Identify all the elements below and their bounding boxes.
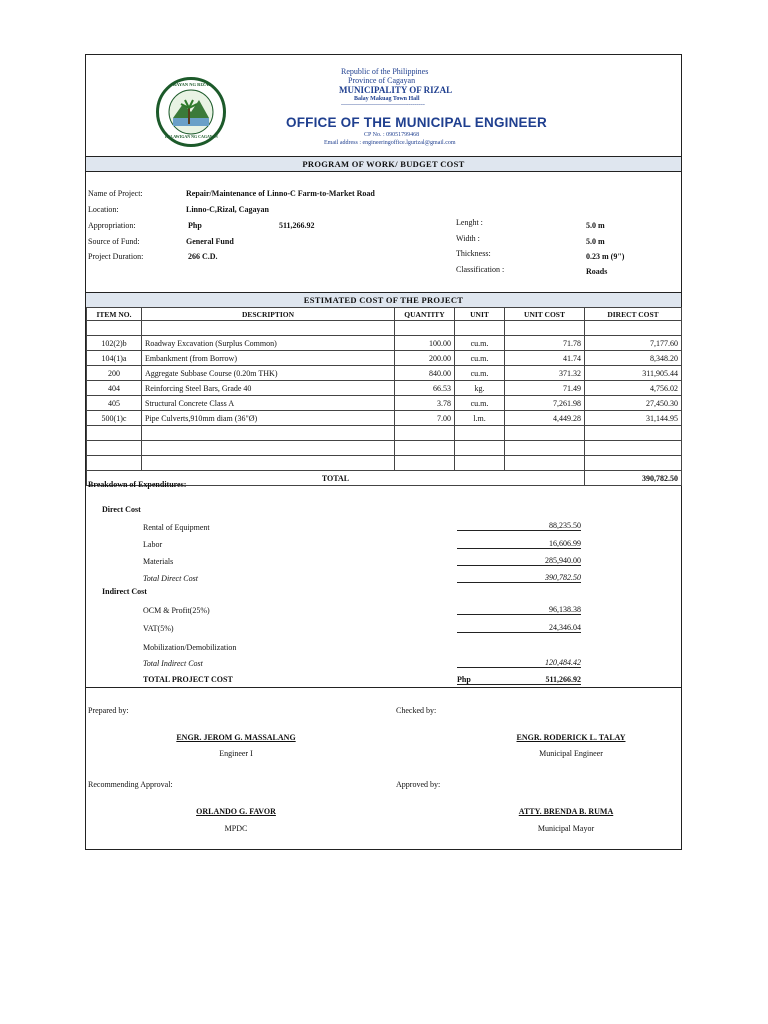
cell-direct-cost: 311,905.44 (585, 366, 682, 381)
cell-unit-cost: 71.78 (505, 336, 585, 351)
labor-value: 16,606.99 (457, 539, 581, 549)
table-header-row (87, 308, 682, 321)
thickness-value: 0.23 m (9") (586, 252, 625, 261)
cell-direct-cost: 7,177.60 (585, 336, 682, 351)
town-hall-label: Balay Makuag Town Hall (354, 96, 420, 102)
cell-item-no: 404 (87, 381, 142, 396)
cell-quantity: 66.53 (395, 381, 455, 396)
width-value: 5.0 m (586, 237, 605, 246)
rental-equipment-value: 88,235.50 (457, 521, 581, 531)
cell-description: Roadway Excavation (Surplus Common) (142, 336, 395, 351)
duration-label: Project Duration: (88, 252, 144, 261)
rental-equipment-label: Rental of Equipment (143, 523, 210, 532)
ocm-profit-value: 96,138.38 (457, 605, 581, 615)
total-project-currency: Php (457, 675, 487, 685)
cell-quantity: 7.00 (395, 411, 455, 426)
total-indirect-label: Total Indirect Cost (143, 659, 203, 668)
direct-cost-title: Direct Cost (102, 505, 141, 514)
header-divider-dashes: ------------------------------------------ (341, 102, 425, 108)
program-of-work-sheet (85, 54, 682, 850)
province-label: Province of Cagayan (348, 76, 416, 85)
header-unit-cost: UNIT COST (505, 308, 585, 321)
project-name-value: Repair/Maintenance of Linno-C Farm-to-Market Road (186, 189, 375, 198)
table-empty-row (87, 441, 682, 456)
total-project-cost-label: TOTAL PROJECT COST (143, 675, 233, 684)
total-indirect-value: 120,484.42 (457, 658, 581, 668)
fund-value: General Fund (186, 237, 234, 246)
appropriation-value: 511,266.92 (279, 221, 315, 230)
approved-by-title: Municipal Mayor (537, 824, 595, 833)
location-label: Location: (88, 205, 119, 214)
prepared-by-label: Prepared by: (88, 706, 129, 715)
email-address: Email address : engineeringoffice.lgurizal@gmail.com (324, 140, 456, 146)
length-value: 5.0 m (586, 221, 605, 230)
table-spacer-row (87, 321, 682, 336)
cell-item-no: 200 (87, 366, 142, 381)
vat-value: 24,346.04 (457, 623, 581, 633)
checked-by-name: ENGR. RODERICK L. TALAY (516, 733, 626, 742)
cell-unit-cost: 7,261.98 (505, 396, 585, 411)
duration-value: 266 C.D. (188, 252, 218, 261)
header-unit: UNIT (455, 308, 505, 321)
table-row (87, 336, 682, 351)
length-label: Lenght : (456, 218, 483, 227)
table-empty-row (87, 456, 682, 471)
office-title: OFFICE OF THE MUNICIPAL ENGINEER (286, 115, 547, 130)
cell-unit: cu.m. (455, 396, 505, 411)
municipality-label: MUNICIPALITY OF RIZAL (339, 85, 453, 95)
recommending-name: ORLANDO G. FAVOR (196, 807, 276, 816)
cell-description: Aggregate Subbase Course (0.20m THK) (142, 366, 395, 381)
program-title-band: PROGRAM OF WORK/ BUDGET COST (86, 156, 681, 172)
fund-label: Source of Fund: (88, 237, 140, 246)
cell-direct-cost: 8,348.20 (585, 351, 682, 366)
cell-direct-cost: 4,756.02 (585, 381, 682, 396)
prepared-by-title: Engineer I (219, 749, 253, 758)
ocm-profit-label: OCM & Profit(25%) (143, 606, 210, 615)
labor-label: Labor (143, 540, 163, 549)
cell-quantity: 3.78 (395, 396, 455, 411)
cell-quantity: 100.00 (395, 336, 455, 351)
cell-unit: cu.m. (455, 351, 505, 366)
recommending-title: MPDC (224, 824, 248, 833)
appropriation-label: Appropriation: (88, 221, 136, 230)
cell-unit-cost: 71.49 (505, 381, 585, 396)
header-direct-cost: DIRECT COST (585, 308, 682, 321)
table-row (87, 351, 682, 366)
total-direct-label: Total Direct Cost (143, 574, 198, 583)
recommending-approval-label: Recommending Approval: (88, 780, 173, 789)
total-label: TOTAL (87, 471, 585, 486)
cell-unit: cu.m. (455, 366, 505, 381)
cost-estimate-table (86, 307, 682, 486)
cell-unit: cu.m. (455, 336, 505, 351)
location-value: Linno-C,Rizal, Cagayan (186, 205, 269, 214)
cell-item-no: 104(1)a (87, 351, 142, 366)
project-name-label: Name of Project: (88, 189, 143, 198)
cell-unit: kg. (455, 381, 505, 396)
header-quantity: QUANTITY (395, 308, 455, 321)
classification-value: Roads (586, 267, 608, 276)
cell-quantity: 840.00 (395, 366, 455, 381)
table-row (87, 396, 682, 411)
table-row (87, 381, 682, 396)
cell-quantity: 200.00 (395, 351, 455, 366)
cell-unit: l.m. (455, 411, 505, 426)
approved-by-label: Approved by: (396, 780, 441, 789)
checked-by-title: Municipal Engineer (539, 749, 603, 758)
materials-value: 285,940.00 (457, 556, 581, 566)
indirect-cost-title: Indirect Cost (102, 587, 147, 596)
checked-by-label: Checked by: (396, 706, 437, 715)
signature-divider (86, 687, 681, 688)
approved-by-name: ATTY. BRENDA B. RUMA (518, 807, 614, 816)
cell-item-no: 102(2)b (87, 336, 142, 351)
cell-description: Embankment (from Borrow) (142, 351, 395, 366)
cell-direct-cost: 27,450.30 (585, 396, 682, 411)
table-row (87, 411, 682, 426)
cell-direct-cost: 31,144.95 (585, 411, 682, 426)
width-label: Width : (456, 234, 480, 243)
table-empty-row (87, 426, 682, 441)
materials-label: Materials (143, 557, 174, 566)
cell-description: Structural Concrete Class A (142, 396, 395, 411)
appropriation-currency: Php (188, 221, 202, 230)
header-item-no: ITEM NO. (87, 308, 142, 321)
cell-unit-cost: 41.74 (505, 351, 585, 366)
total-value: 390,782.50 (585, 471, 682, 486)
seal-text-bottom: LALAWIGAN NG CAGAYAN (165, 134, 218, 139)
total-project-value: 511,266.92 (487, 675, 581, 685)
header-description: DESCRIPTION (142, 308, 395, 321)
thickness-label: Thickness: (456, 249, 491, 258)
breakdown-title: Breakdown of Expenditures: (88, 480, 187, 489)
cell-unit-cost: 371.32 (505, 366, 585, 381)
seal-text-top: BAYAN NG RIZAL (173, 82, 212, 87)
municipal-seal-logo (156, 77, 226, 147)
cp-number: CP No. : 09051799468 (364, 132, 420, 138)
republic-label: Republic of the Philippines (341, 67, 429, 76)
cell-description: Reinforcing Steel Bars, Grade 40 (142, 381, 395, 396)
estimate-title-band: ESTIMATED COST OF THE PROJECT (86, 292, 681, 308)
total-direct-value: 390,782.50 (457, 573, 581, 583)
cell-unit-cost: 4,449.28 (505, 411, 585, 426)
classification-label: Classification : (456, 265, 505, 274)
cell-item-no: 500(1)c (87, 411, 142, 426)
cell-description: Pipe Culverts,910mm diam (36"Ø) (142, 411, 395, 426)
table-row (87, 366, 682, 381)
mobilization-label: Mobilization/Demobilization (143, 643, 237, 652)
prepared-by-name: ENGR. JEROM G. MASSALANG (176, 733, 296, 742)
vat-label: VAT(5%) (143, 624, 174, 633)
cell-item-no: 405 (87, 396, 142, 411)
